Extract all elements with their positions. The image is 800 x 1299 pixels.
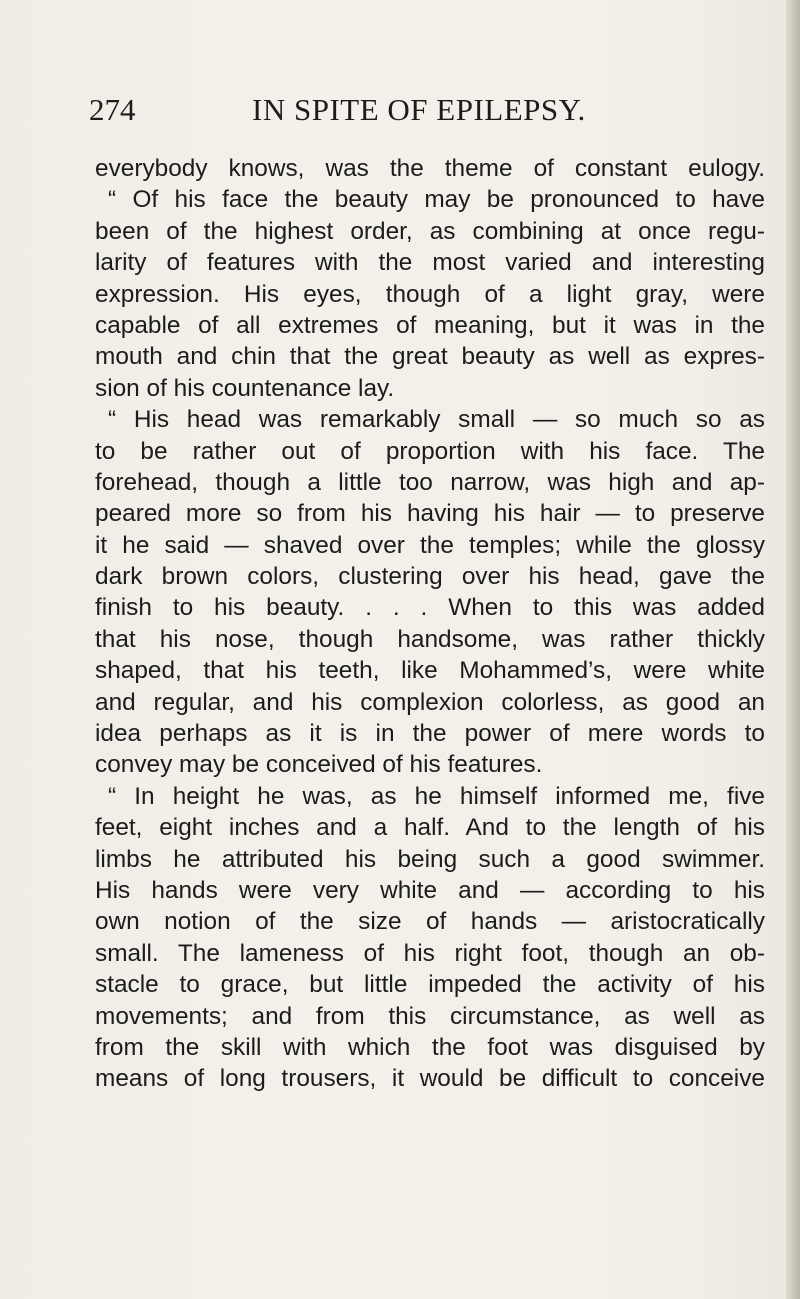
running-title: IN SPITE OF EPILEPSY. [252, 92, 586, 127]
text-line: His hands were very white and — according to his [95, 876, 765, 904]
text-line: “ Of his face the beauty may be pronounced to have [108, 186, 765, 214]
text-line: small. The lameness of his right foot, though an ob- [95, 939, 765, 967]
text-line: limbs he attributed his being such a good swimmer. [95, 845, 765, 873]
text-line: “ His head was remarkably small — so much so as [108, 406, 765, 434]
text-line: larity of features with the most varied and interesting [95, 249, 765, 277]
text-line: movements; and from this circumstance, as well as [95, 1002, 765, 1030]
text-line: capable of all extremes of meaning, but it was in the [95, 311, 765, 339]
text-line: sion of his countenance lay. [95, 374, 395, 402]
text-line: finish to his beauty. . . . When to this was added [95, 594, 765, 622]
text-line: mouth and chin that the great beauty as well as expres- [95, 343, 765, 371]
text-line: to be rather out of proportion with his face. The [95, 437, 765, 465]
text-line: it he said — shaved over the temples; while the glossy [95, 531, 765, 559]
page-number: 274 [89, 92, 136, 127]
running-head [0, 90, 800, 130]
text-line: convey may be conceived of his features. [95, 751, 543, 779]
text-line: from the skill with which the foot was disguised by [95, 1033, 765, 1061]
text-line: means of long trousers, it would be difficult to conceive [95, 1065, 765, 1093]
text-line: “ In height he was, as he himself informed me, five [108, 782, 765, 810]
text-line: stacle to grace, but little impeded the activity of his [95, 971, 765, 999]
text-line: shaped, that his teeth, like Mohammed’s, were white [95, 657, 765, 685]
text-line: that his nose, though handsome, was rather thickly [95, 625, 765, 653]
text-line: everybody knows, was the theme of constant eulogy. [95, 155, 765, 182]
page-edge [786, 0, 800, 1299]
text-line: peared more so from his having his hair — to preserve [95, 500, 765, 528]
text-line: own notion of the size of hands — aristocratically [95, 908, 765, 936]
text-line: idea perhaps as it is in the power of mere words to [95, 720, 765, 748]
text-line: dark brown colors, clustering over his head, gave the [95, 563, 765, 591]
text-line: been of the highest order, as combining at once regu- [95, 217, 765, 245]
text-line: and regular, and his complexion colorless, as good an [95, 688, 765, 716]
text-line: feet, eight inches and a half. And to the length of his [95, 814, 765, 842]
body-text [95, 153, 765, 1095]
text-line: forehead, though a little too narrow, was high and ap- [95, 468, 765, 496]
text-line: expression. His eyes, though of a light gray, were [95, 280, 765, 308]
